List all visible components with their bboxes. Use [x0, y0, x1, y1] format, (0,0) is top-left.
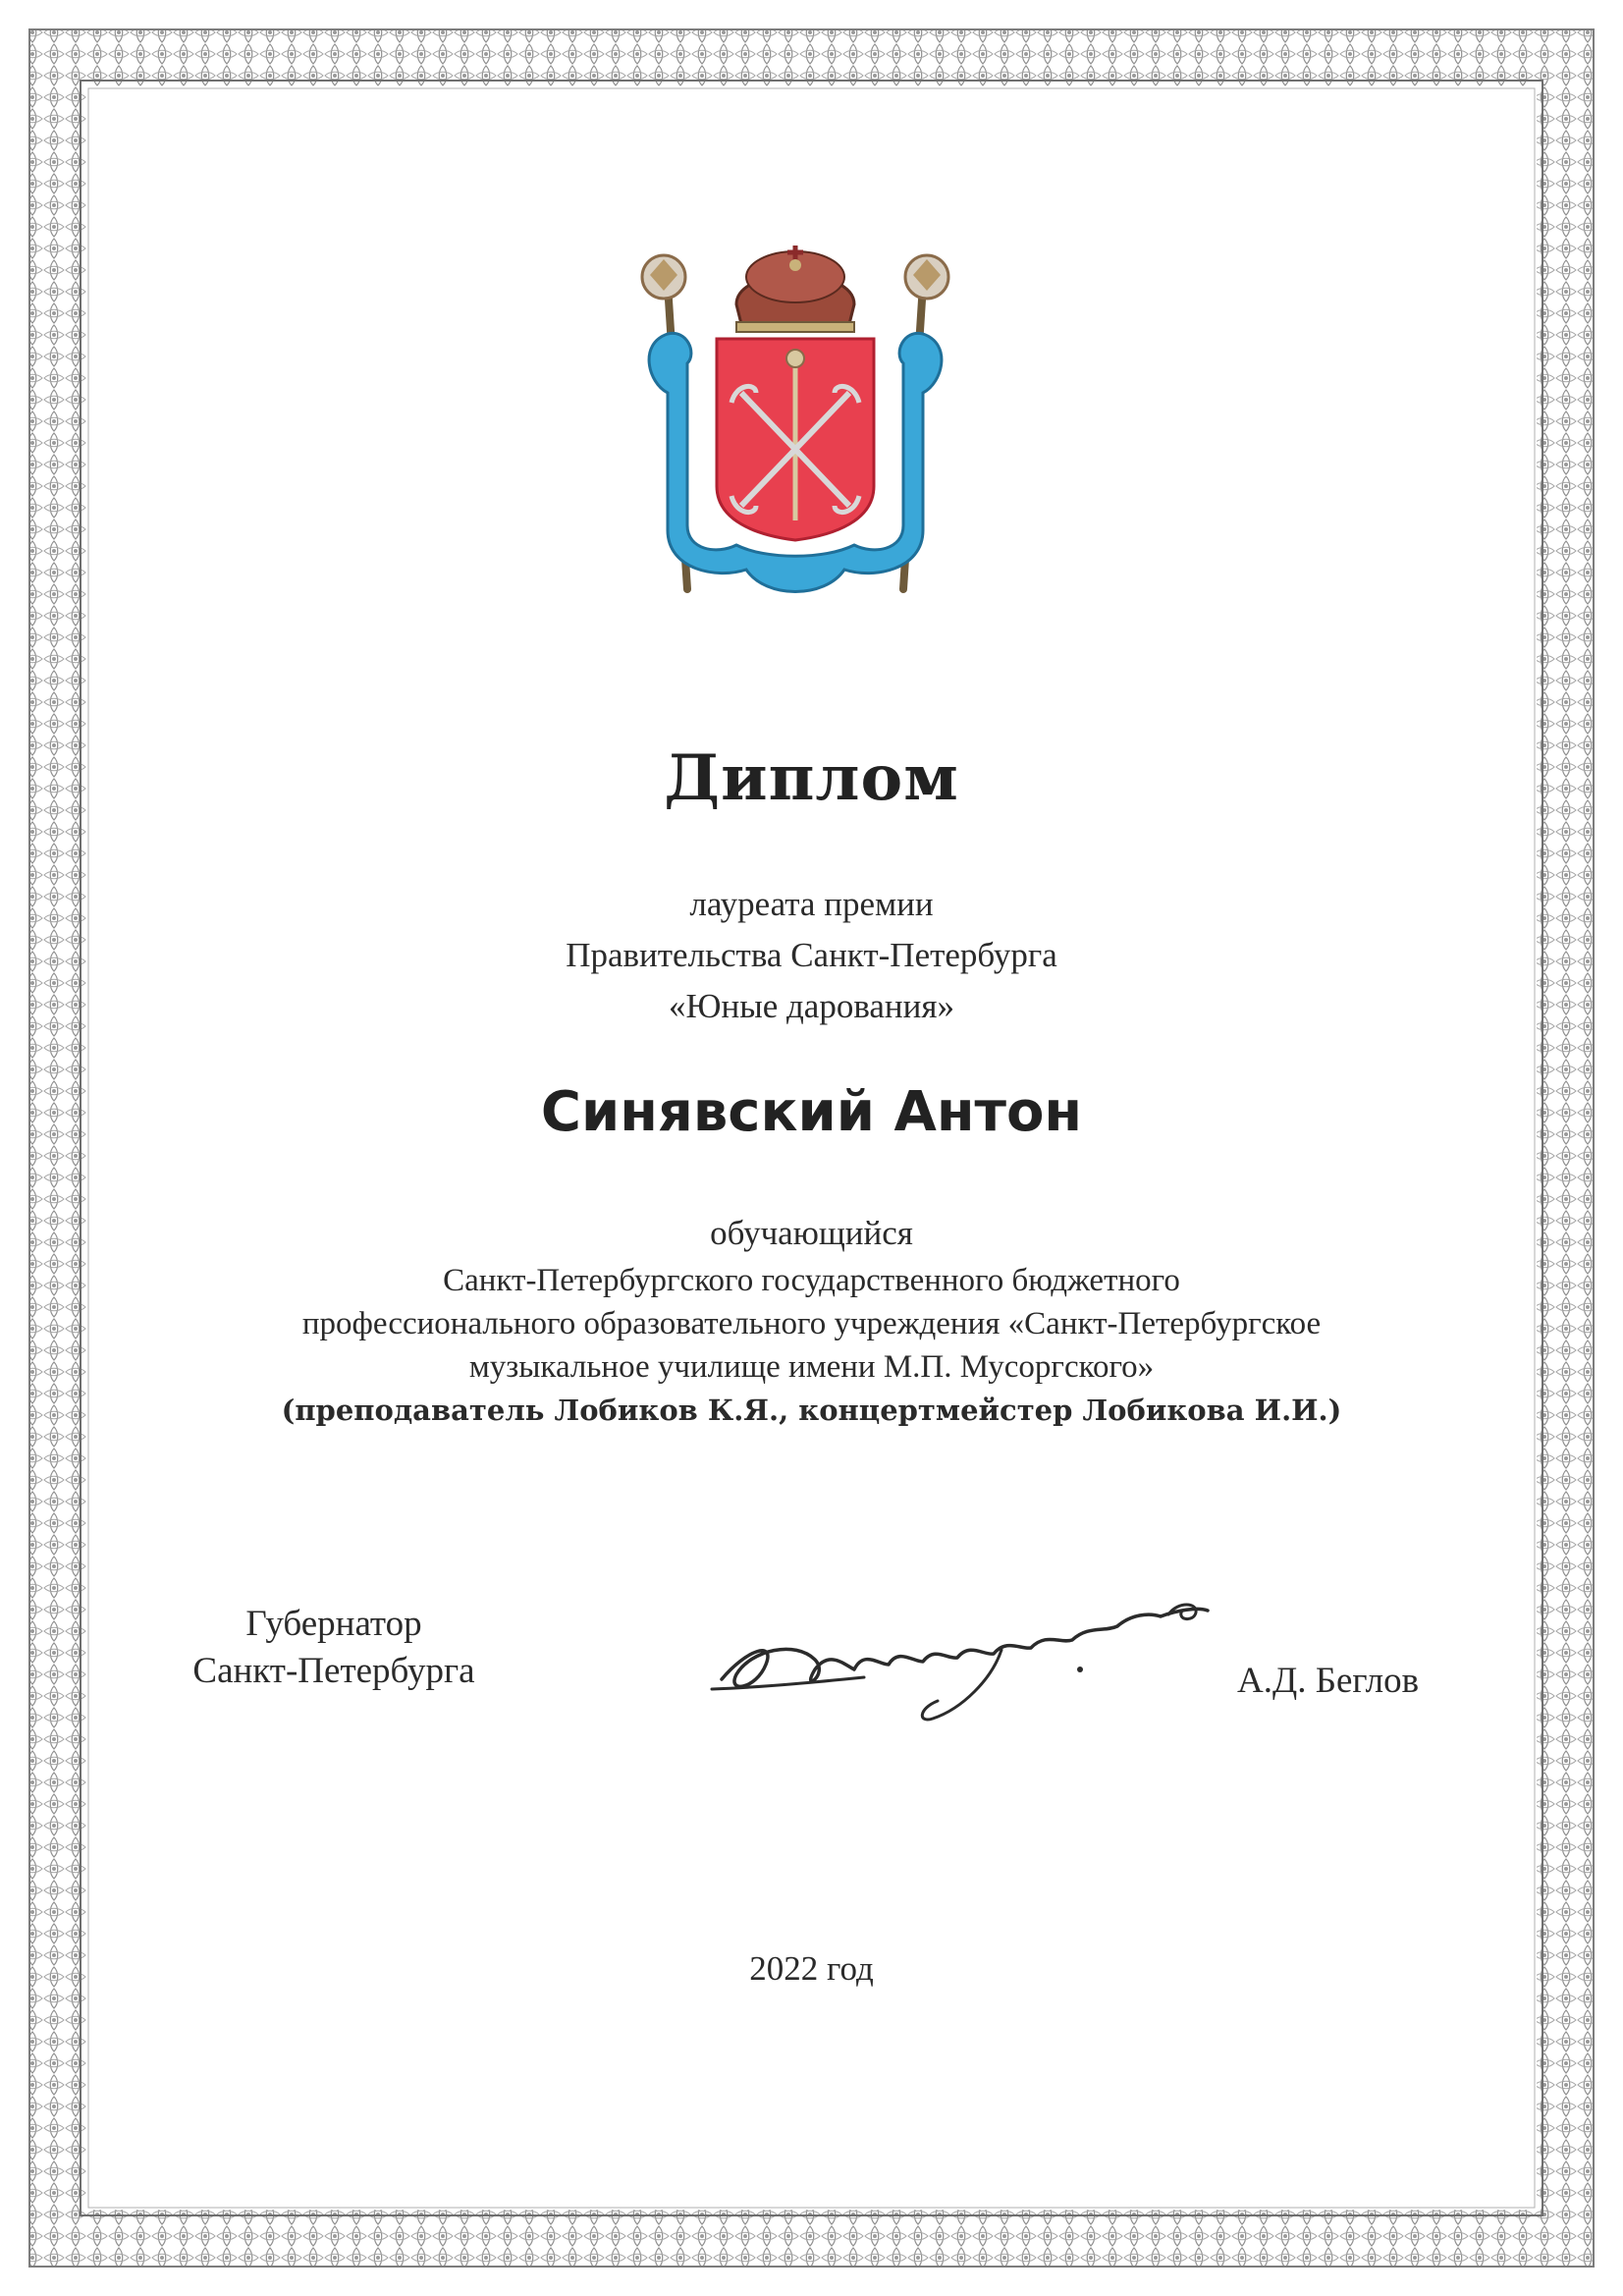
institution-line: профессионального образовательного учреждения «Санкт-Петербургское — [301, 1306, 1322, 1341]
diploma-title: Диплом — [664, 741, 959, 815]
diploma-year: 2022 год — [749, 1949, 874, 1988]
signatory-position-line: Санкт-Петербурга — [192, 1651, 475, 1691]
signatory-name: А.Д. Беглов — [1237, 1661, 1420, 1701]
recipient-name: Синявский Антон — [540, 1080, 1083, 1144]
award-description — [0, 879, 1623, 1032]
award-line: лауреата премии — [689, 885, 934, 923]
signatory-position-line: Губернатор — [245, 1604, 422, 1644]
handwritten-signature — [707, 1571, 1217, 1738]
teachers-line: (преподаватель Лобиков К.Я., концертмейстер Лобикова И.И.) — [281, 1394, 1342, 1427]
institution-description — [0, 1208, 1623, 1432]
institution-line: Санкт-Петербургского государственного бюджетного — [443, 1263, 1180, 1298]
institution-line: музыкальное училище имени М.П. Мусоргского» — [468, 1349, 1155, 1385]
saint-petersburg-coat-of-arms-icon — [628, 246, 962, 619]
signatory-position — [147, 1601, 520, 1695]
award-line: Правительства Санкт-Петербурга — [566, 936, 1057, 974]
recipient-role: обучающийся — [710, 1214, 913, 1252]
award-line: «Юные дарования» — [668, 987, 954, 1025]
